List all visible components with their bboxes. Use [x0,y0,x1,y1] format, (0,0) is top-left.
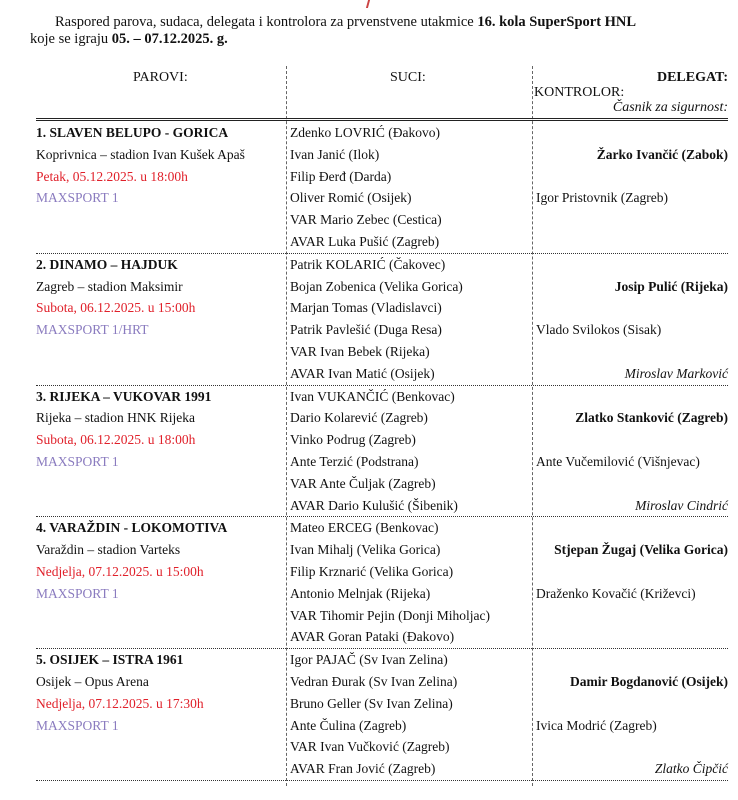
table-header [36,66,728,118]
match-block [36,122,728,254]
delegate-name: Damir Bogdanović (Osijek) [570,673,728,689]
header-delegat: DELEGAT: [656,70,728,85]
security-officer-name: Miroslav Cindrić [635,497,728,513]
header-parovi: PAROVI: [133,70,188,85]
referee-name: Bojan Zobenica (Velika Gorica) [290,278,463,294]
referee-name: AVAR Fran Jović (Zagreb) [290,761,436,777]
match-venue: Rijeka – stadion HNK Rijeka [36,410,195,426]
match-venue: Varaždin – stadion Varteks [36,542,181,558]
referee-name: Ivan Mihalj (Velika Gorica) [290,542,441,558]
referee-name: Oliver Romić (Osijek) [290,190,412,206]
empty-cell [536,341,728,363]
match-block [36,517,728,649]
security-officer-name: Zlatko Čipčić [654,761,728,777]
empty-cell [536,297,728,319]
empty-cell [536,386,728,408]
delegate-name: Zlatko Stanković (Zagreb) [575,410,728,426]
referee-name: AVAR Dario Kulušić (Šibenik) [290,497,458,513]
referee-name: AVAR Goran Pataki (Đakovo) [290,629,455,645]
empty-cell [536,429,728,451]
referee-name: Filip Krznarić (Velika Gorica) [290,563,454,579]
intro-line1: Raspored parova, sudaca, delegata i kontrolora za prvenstvene utakmice [55,14,478,30]
referee-name: Zdenko LOVRIĆ (Đakovo) [290,125,440,140]
empty-cell [536,693,728,715]
match-title: 5. OSIJEK – ISTRA 1961 [36,652,184,668]
match-venue: Koprivnica – stadion Ivan Kušek Apaš [36,146,245,162]
match-date: Subota, 06.12.2025. u 18:00h [36,432,196,448]
empty-cell [536,122,728,144]
referee-name: Filip Đerđ (Darda) [290,168,392,184]
referee-name: Vedran Đurak (Sv Ivan Zelina) [290,673,458,689]
empty-cell [536,649,728,671]
empty-cell [536,736,728,758]
security-officer-name [536,231,728,253]
delegate-name: Stjepan Žugaj (Velika Gorica) [554,542,728,558]
referee-name: Ivan VUKANČIĆ (Benkovac) [290,388,455,404]
referee-name: Marjan Tomas (Vladislavci) [290,300,442,316]
delegate-name: Josip Pulić (Rijeka) [614,278,728,294]
schedule-table [36,118,728,781]
security-officer-name [536,626,728,648]
empty-cell [536,473,728,495]
referee-name: Mateo ERCEG (Benkovac) [290,520,439,536]
match-title: 2. DINAMO – HAJDUK [36,256,178,272]
referee-name: VAR Ivan Bebek (Rijeka) [290,343,430,359]
referee-name: VAR Ivan Vučković (Zagreb) [290,739,450,755]
match-date: Nedjelja, 07.12.2025. u 15:00h [36,563,204,579]
tv-channel: MAXSPORT 1 [36,453,119,469]
controller-name: Igor Pristovnik (Zagreb) [536,190,668,206]
match-date: Nedjelja, 07.12.2025. u 17:30h [36,695,204,711]
referee-name: VAR Mario Zebec (Cestica) [290,212,442,228]
empty-cell [536,561,728,583]
tv-channel: MAXSPORT 1/HRT [36,322,149,338]
match-venue: Osijek – Opus Arena [36,673,149,689]
referee-name: AVAR Ivan Matić (Osijek) [290,365,435,381]
empty-cell [536,209,728,231]
logo-fragment [354,0,370,8]
empty-cell [536,166,728,188]
referee-name: Antonio Melnjak (Rijeka) [290,585,431,601]
intro-line2: koje se igraju [30,31,112,47]
empty-cell [536,605,728,627]
security-officer-name: Miroslav Marković [624,365,728,381]
match-title: 4. VARAŽDIN - LOKOMOTIVA [36,520,228,536]
match-block [36,386,728,518]
referee-name: Igor PAJAČ (Sv Ivan Zelina) [290,652,448,668]
match-block [36,649,728,781]
controller-name: Ivica Modrić (Zagreb) [536,717,657,733]
referee-name: VAR Ante Čuljak (Zagreb) [290,475,436,491]
referee-name: Bruno Geller (Sv Ivan Zelina) [290,695,453,711]
empty-cell [536,254,728,276]
tv-channel: MAXSPORT 1 [36,585,119,601]
date-range: 05. – 07.12.2025. g. [111,31,228,47]
referee-name: Ante Terzić (Podstrana) [290,453,419,469]
controller-name: Draženko Kovačić (Križevci) [536,585,696,601]
referee-name: Vinko Podrug (Zagreb) [290,432,416,448]
referee-name: Dario Kolarević (Zagreb) [290,410,428,426]
delegate-name: Žarko Ivančić (Zabok) [596,146,728,162]
tv-channel: MAXSPORT 1 [36,717,119,733]
header-suci: SUCI: [390,70,426,85]
referee-name: Patrik KOLARIĆ (Čakovec) [290,256,446,272]
match-date: Subota, 06.12.2025. u 15:00h [36,300,196,316]
match-block [36,254,728,386]
round-title: 16. kola SuperSport HNL [477,14,637,30]
match-title: 3. RIJEKA – VUKOVAR 1991 [36,388,212,404]
match-title: 1. SLAVEN BELUPO - GORICA [36,125,229,140]
referee-name: Patrik Pavlešić (Duga Resa) [290,322,442,338]
referee-name: Ante Čulina (Zagreb) [290,717,407,733]
empty-cell [536,517,728,539]
match-venue: Zagreb – stadion Maksimir [36,278,183,294]
referee-name: Ivan Janić (Ilok) [290,146,380,162]
controller-name: Vlado Svilokos (Sisak) [536,322,662,338]
header-casnik: Časnik za sigurnost: [612,100,728,115]
tv-channel: MAXSPORT 1 [36,190,119,206]
header-kontrolor: KONTROLOR: [534,85,625,100]
match-date: Petak, 05.12.2025. u 18:00h [36,168,188,184]
controller-name: Ante Vučemilović (Višnjevac) [536,453,700,469]
intro-text [30,14,730,48]
referee-name: VAR Tihomir Pejin (Donji Miholjac) [290,607,491,623]
referee-name: AVAR Luka Pušić (Zagreb) [290,233,440,249]
